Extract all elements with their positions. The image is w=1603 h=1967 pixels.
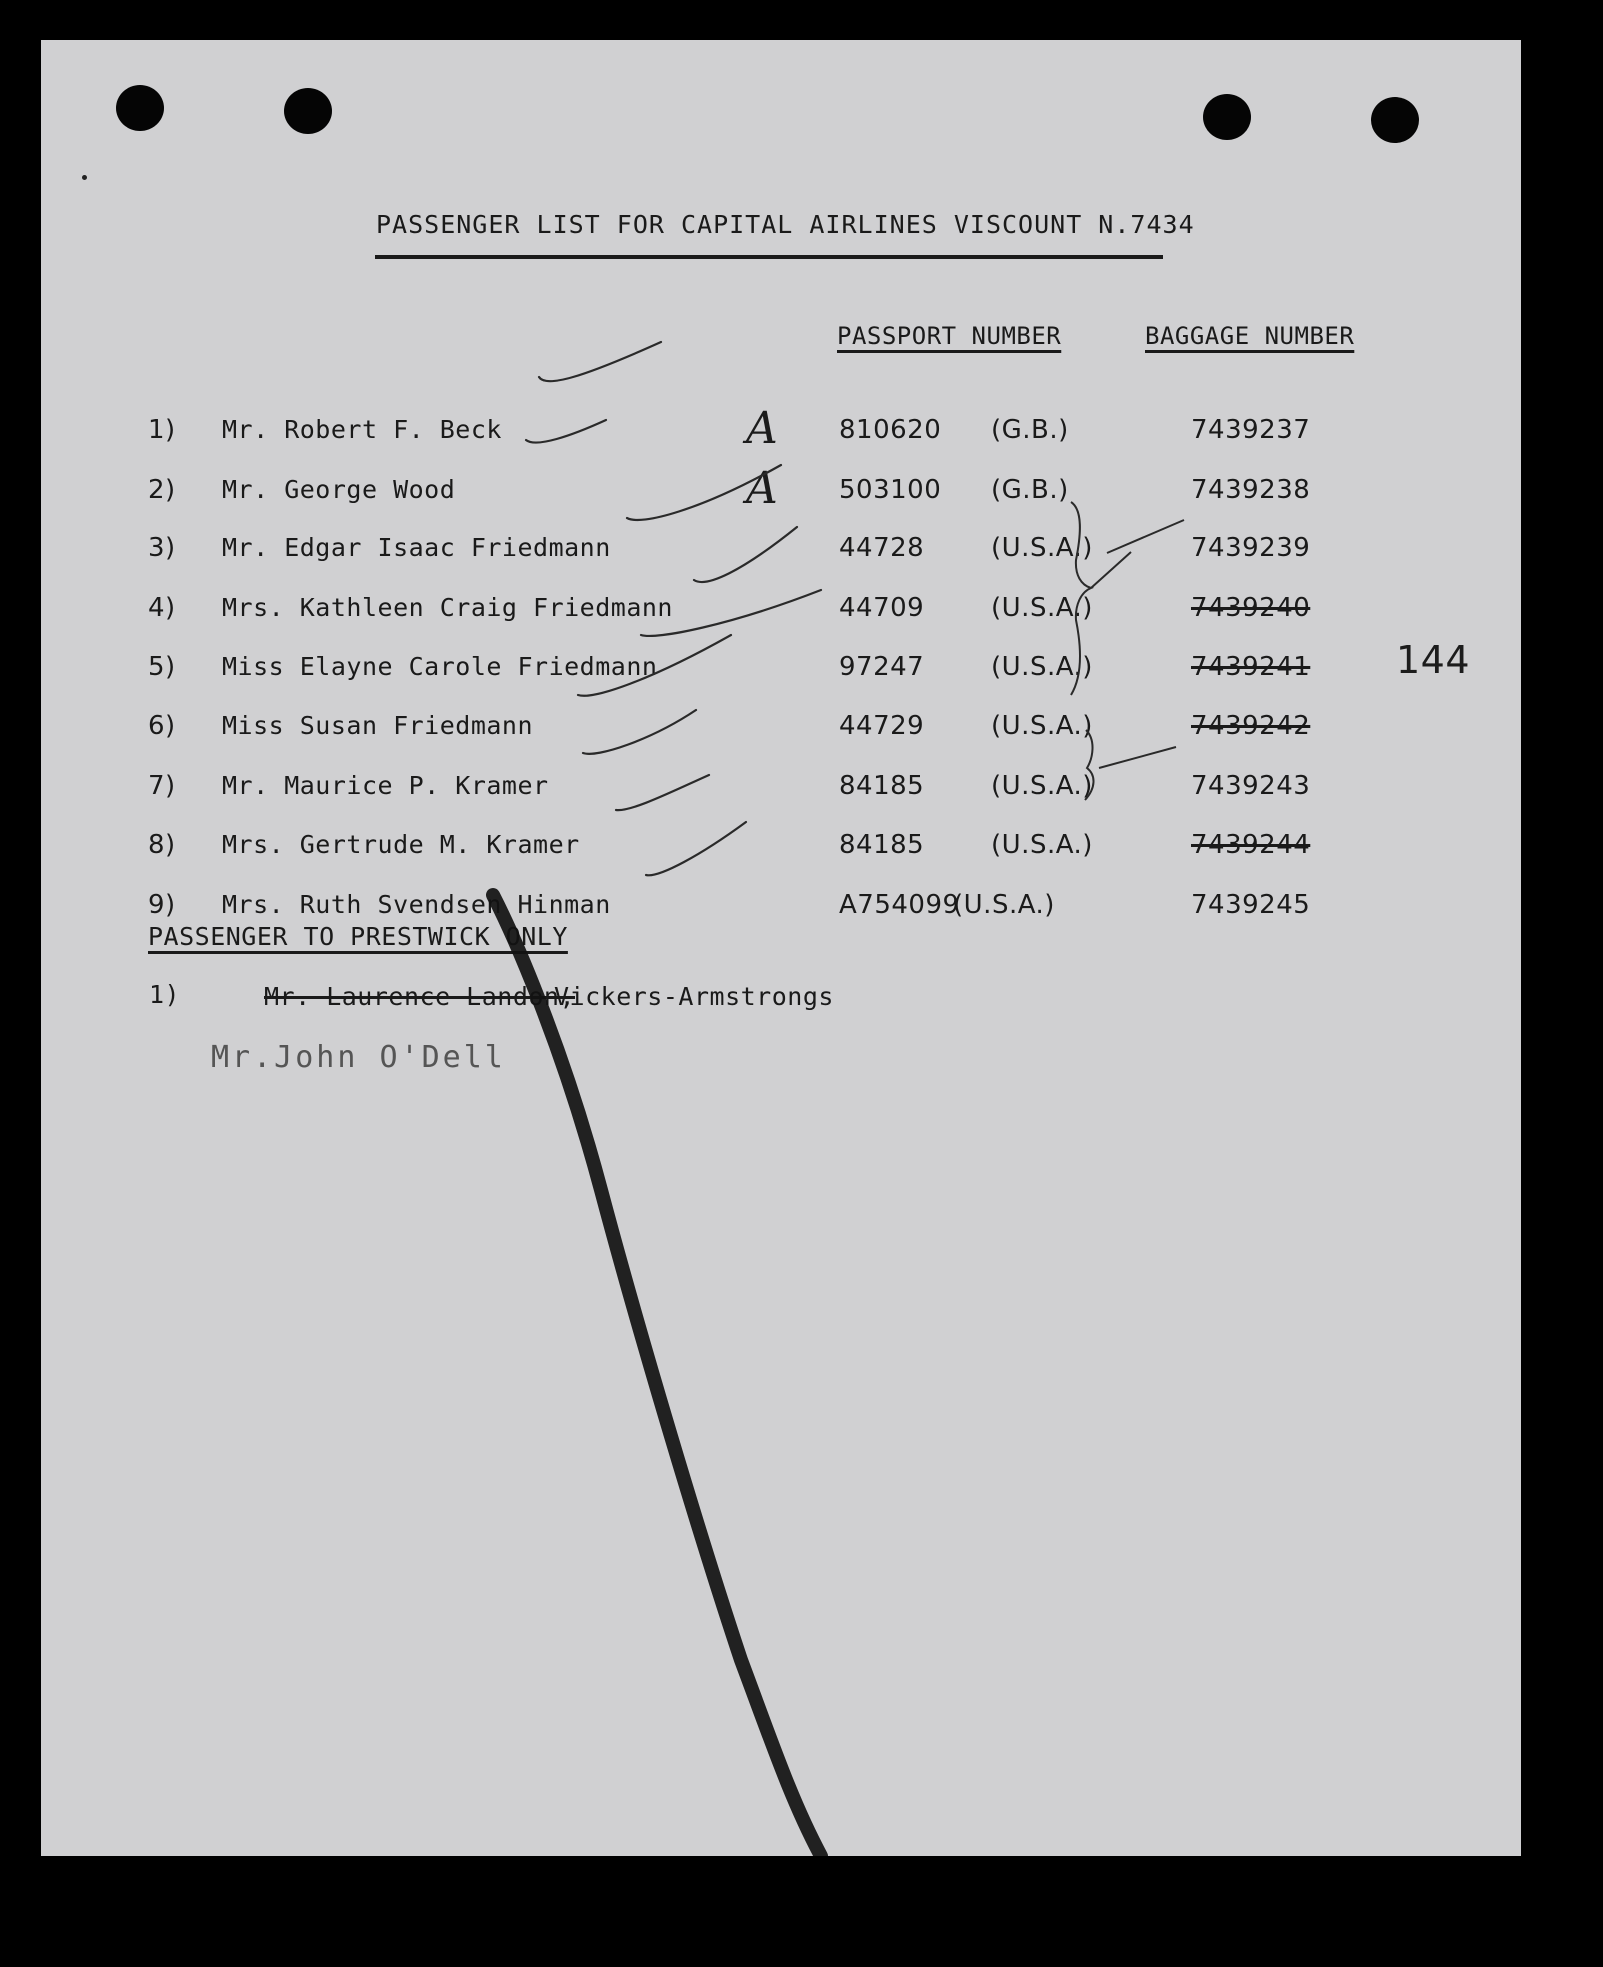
passenger-name: Mr. Robert F. Beck [222, 415, 502, 444]
passport-number: 503100 [839, 475, 942, 505]
baggage-column-header: BAGGAGE NUMBER [1145, 322, 1355, 350]
passport-number: 44729 [839, 711, 925, 741]
row-index: 6) [148, 711, 176, 741]
stamped-name: Mr.John O'Dell [211, 1040, 506, 1075]
passenger-name: Miss Elayne Carole Friedmann [222, 652, 658, 681]
nationality: (G.B.) [991, 475, 1069, 505]
row-index: 8) [148, 830, 176, 860]
passenger-name: Mr. Edgar Isaac Friedmann [222, 533, 611, 562]
passenger-name: Mrs. Ruth Svendsen Hinman [222, 890, 611, 919]
baggage-number: 7439238 [1191, 475, 1311, 505]
brackets [1071, 502, 1184, 800]
document-sheet [41, 40, 1521, 1856]
passenger-name: Mr. George Wood [222, 475, 456, 504]
row-index: 1) [148, 415, 176, 445]
row-index: 9) [148, 890, 176, 920]
baggage-number: 7439245 [1191, 890, 1311, 920]
row-index: 5) [148, 652, 176, 682]
nationality: (U.S.A.) [991, 652, 1093, 682]
baggage-number: 7439240 [1191, 593, 1311, 623]
passport-column-header: PASSPORT NUMBER [837, 322, 1062, 350]
handwritten-marks [41, 40, 1521, 1856]
passport-number: 84185 [839, 771, 925, 801]
baggage-number: 7439243 [1191, 771, 1311, 801]
nationality: (U.S.A.) [991, 533, 1093, 563]
prestwick-index: 1) [149, 980, 181, 1009]
passenger-name: Miss Susan Friedmann [222, 711, 534, 740]
nationality: (U.S.A.) [991, 593, 1093, 623]
baggage-number: 7439241 [1191, 652, 1311, 682]
prestwick-heading: PASSENGER TO PRESTWICK ONLY [148, 922, 568, 951]
row-index: 3) [148, 533, 176, 563]
baggage-number: 7439242 [1191, 711, 1311, 741]
large-ink-stroke [493, 895, 821, 1856]
struck-name: Mr. Laurence Landon, [264, 982, 576, 1011]
row-index: 2) [148, 475, 176, 505]
handwritten-mark: A [746, 403, 779, 454]
passenger-name: Mrs. Kathleen Craig Friedmann [222, 593, 673, 622]
row-index: 7) [148, 771, 176, 801]
handwritten-mark: A [746, 463, 779, 514]
prestwick-affiliation: Vickers-Armstrongs [554, 982, 834, 1011]
passport-number: 810620 [839, 415, 942, 445]
passenger-name: Mrs. Gertrude M. Kramer [222, 830, 580, 859]
passport-number: A754099 [839, 890, 960, 920]
nationality: (U.S.A.) [991, 830, 1093, 860]
nationality: (U.S.A.) [991, 711, 1093, 741]
baggage-number: 7439237 [1191, 415, 1311, 445]
nationality: (U.S.A.) [953, 890, 1055, 920]
nationality: (U.S.A.) [991, 771, 1093, 801]
page-number: 144 [1396, 638, 1471, 682]
passport-number: 84185 [839, 830, 925, 860]
passenger-name: Mr. Maurice P. Kramer [222, 771, 549, 800]
baggage-number: 7439244 [1191, 830, 1311, 860]
passport-number: 97247 [839, 652, 925, 682]
nationality: (G.B.) [991, 415, 1069, 445]
row-index: 4) [148, 593, 176, 623]
passport-number: 44728 [839, 533, 925, 563]
check-marks [526, 342, 821, 875]
baggage-number: 7439239 [1191, 533, 1311, 563]
document-title: PASSENGER LIST FOR CAPITAL AIRLINES VISCOUNT N.7434 [376, 210, 1195, 239]
passport-number: 44709 [839, 593, 925, 623]
